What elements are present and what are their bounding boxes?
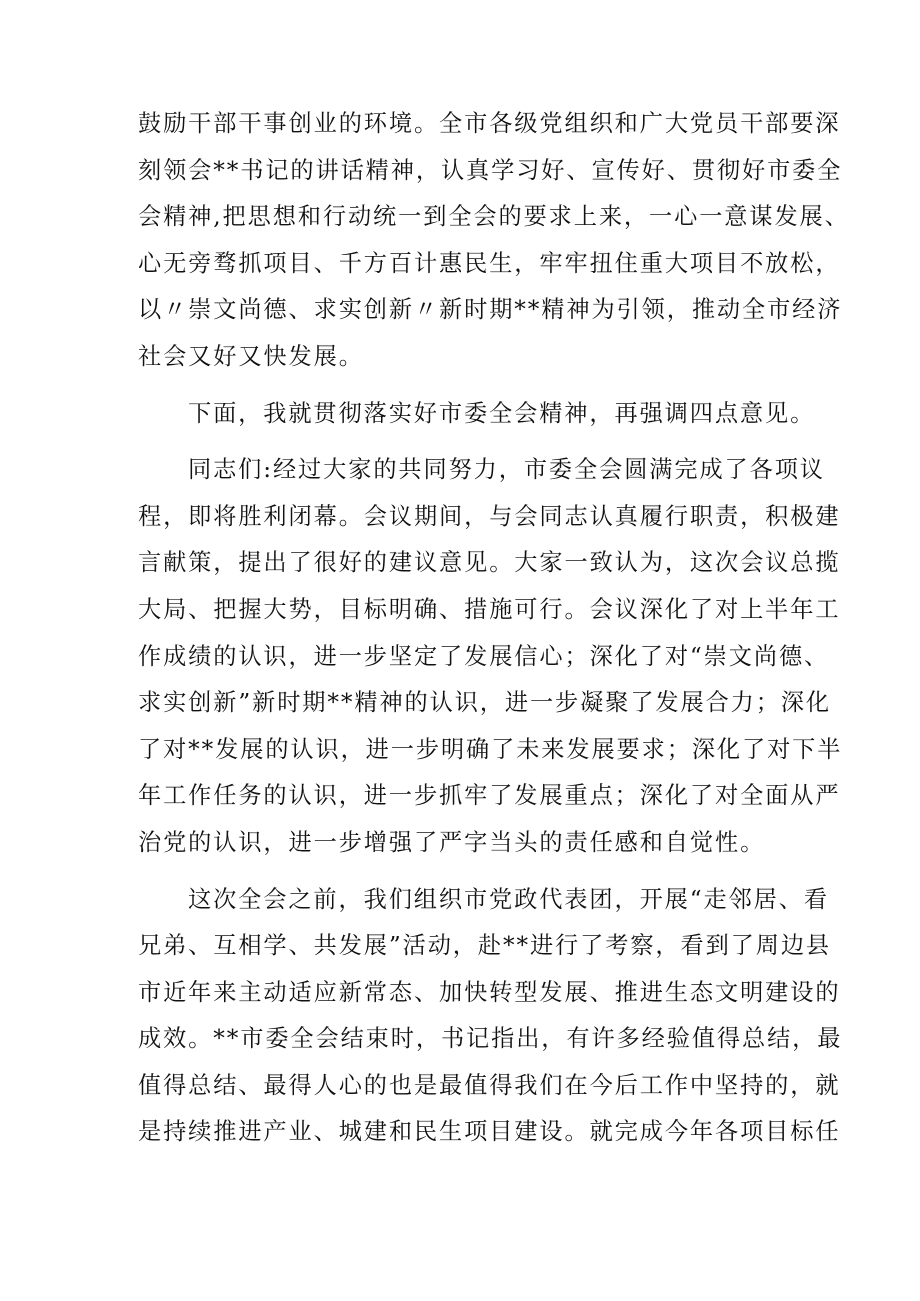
text-line: 成效。**市委全会结束时，书记指出，有许多经验值得总结，最 xyxy=(138,1025,843,1053)
text-line: 市近年来主动适应新常态、加快转型发展、推进生态文明建设的 xyxy=(138,978,841,1006)
text-line: 求实创新”新时期**精神的认识，进一步凝聚了发展合力；深化 xyxy=(138,689,832,717)
text-line: 是持续推进产业、城建和民生项目建设。就完成今年各项目标任 xyxy=(138,1118,841,1146)
text-line: 社会又好又快发展。 xyxy=(138,342,364,370)
text-line: 言献策，提出了很好的建议意见。大家一致认为，这次会议总揽 xyxy=(138,549,841,577)
text-line: 下面，我就贯彻落实好市委全会精神，再强调四点意见。 xyxy=(188,399,816,427)
text-line: 了对**发展的认识，进一步明确了未来发展要求；深化了对下半 xyxy=(138,735,843,763)
text-line: 年工作任务的认识，进一步抓牢了发展重点；深化了对全面从严 xyxy=(138,782,841,810)
document-body xyxy=(138,101,850,1156)
text-line: 兄弟、互相学、共发展”活动，赴**进行了考察，看到了周边县 xyxy=(138,932,832,960)
text-line: 刻领会**书记的讲话精神，认真学习好、宣传好、贯彻好市委全 xyxy=(138,156,843,184)
paragraph-3 xyxy=(138,447,843,866)
text-line: 会精神,把思想和行动统一到全会的要求上来，一心一意谋发展、 xyxy=(138,203,850,231)
text-line: 鼓励干部干事创业的环境。全市各级党组织和广大党员干部要深 xyxy=(138,110,841,137)
text-line: 同志们:经过大家的共同努力，市委全会圆满完成了各项议 xyxy=(188,456,825,484)
text-line: 作成绩的认识，进一步坚定了发展信心；深化了对“崇文尚德、 xyxy=(138,642,830,670)
text-line: 这次全会之前，我们组织市党政代表团，开展“走邻居、看 xyxy=(188,885,829,913)
text-line: 以〃崇文尚德、求实创新〃新时期**精神为引领，推动全市经济 xyxy=(138,296,843,324)
text-line: 程，即将胜利闭幕。会议期间，与会同志认真履行职责，积极建 xyxy=(138,502,841,530)
text-line: 治党的认识，进一步增强了严字当头的责任感和自觉性。 xyxy=(138,828,766,856)
text-line: 值得总结、最得人心的也是最值得我们在今后工作中坚持的，就 xyxy=(138,1071,841,1099)
text-line: 心无旁骛抓项目、千方百计惠民生，牢牢扭住重大项目不放松， xyxy=(138,249,841,277)
text-line: 大局、把握大势，目标明确、措施可行。会议深化了对上半年工 xyxy=(138,595,841,623)
paragraph-4 xyxy=(138,877,843,1157)
paragraph-1 xyxy=(138,101,850,381)
paragraph-2 xyxy=(138,391,816,438)
